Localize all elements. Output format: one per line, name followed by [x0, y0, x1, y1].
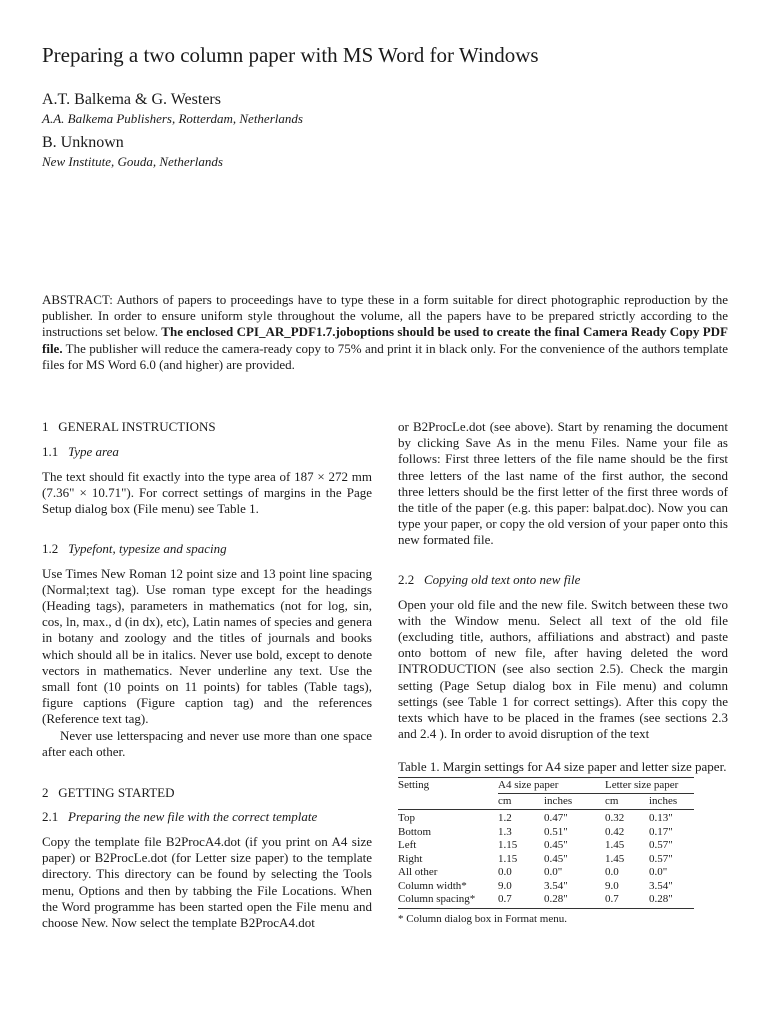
author-name: B. Unknown — [42, 134, 124, 151]
abstract-bold-text: The enclosed CPI_AR_PDF1.7.joboptions should be used to create the final Camera Ready Copy PDF file. — [42, 324, 729, 356]
paragraph: Open your old file and the new file. Switch between these two with the Window menu. Select all text of the old file (excluding title, authors, affiliations and abstract) and paste onto bottom of new file, after having deleted the word INTRODUCTION (see also section 2.5). Check the margin setting (Page Setup dialog box in File menu) and column settings (see Table 1 for correct settings). After this copy the texts which have to be placed in the frames (see sections 2.3 and 2.4 ). In order to avoid disruption of the text — [398, 596, 728, 742]
table-row: Bottom 1.3 0.51" 0.42 0.17" — [398, 825, 673, 838]
table-header-cell: inches — [544, 794, 573, 807]
paragraph: or B2ProcLe.dot (see above). Start by renaming the document by clicking Save As in the menu Files. Name your file as follows: First three letters of the file name should be the first three letters of the last name of the first author, the second three letters should be the first letter of the first three words of the title of the paper (e.g. this paper: balpat.doc). Now you can type your paper, or copy the old version of your paper onto this new formated file. — [398, 419, 728, 548]
author-block — [42, 90, 732, 176]
table-row: All other 0.0 0.0" 0.0 0.0" — [398, 866, 668, 879]
paragraph: Use Times New Roman 12 point size and 13 point line spacing (Normal;text tag). Use roman type except for the headings (Heading tags), parameters in mathematics (not for log, sin, cos, ln, max., d (in dx), etc), Latin names of species and genera in botany and zoology and the titles of journals and books which should all be in italics. Never use bold, except to denote vectors in mathematics. Never underline any text. Use the small font (10 points on 11 points) for tables (Table tags), figure captions (Figure caption tag) and the references (Reference text tag). — [42, 565, 372, 727]
table-units-row — [398, 793, 694, 810]
abstract-text: The publisher will reduce the camera-ready copy to 75% and print it in black only. For the convenience of the authors template files for MS Word 6.0 (and higher) are provided. — [42, 340, 728, 372]
table-row: Top 1.2 0.47" 0.32 0.13" — [398, 810, 694, 826]
table-header-cell: A4 size paper — [498, 778, 605, 794]
subsection-heading: 1.1 Type area — [42, 444, 119, 459]
paragraph: The text should fit exactly into the type area of 187 × 272 mm (7.36" × 10.71"). For correct settings of margins in the Page Setup dialog box (File menu) see Table 1. — [42, 469, 372, 517]
table-caption: Table 1. Margin settings for A4 size paper and letter size paper. — [398, 759, 727, 775]
subsection-heading: 1.2 Typefont, typesize and spacing — [42, 540, 227, 556]
abstract — [42, 292, 728, 373]
paragraph: Copy the template file B2ProcA4.dot (if you print on A4 size paper) or B2ProcLe.dot (for Letter size paper) to the template directory. This directory can be found by selecting the Tools menu, Options and then by tabbing the File Locations. When the Word programme has been started open the File menu and choose New. Now select the template B2ProcA4.dot — [42, 834, 372, 931]
left-column — [42, 419, 372, 931]
author-affiliation: New Institute, Gouda, Netherlands — [42, 154, 223, 169]
author-affiliation: A.A. Balkema Publishers, Rotterdam, Netherlands — [42, 111, 303, 126]
author-name: A.T. Balkema & G. Westers — [42, 91, 221, 108]
table-row: Right 1.15 0.45" 1.45 0.57" — [398, 852, 673, 865]
section-heading: 1 GENERAL INSTRUCTIONS — [42, 419, 216, 434]
table-header-cell: Letter size paper — [605, 778, 694, 794]
paper-title: Preparing a two column paper with MS Word for Windows — [42, 43, 539, 67]
paragraph: Never use letterspacing and never use more than one space after each other. — [42, 727, 372, 759]
abstract-text: ABSTRACT: Authors of papers to proceedings have to type these in a form suitable for direct photographic reproduction by the publisher. In order to ensure uniform style throughout the volume, all the papers have to be prepared strictly according to the instructions set below. — [42, 292, 728, 340]
table-header-cell: cm — [605, 794, 619, 807]
table-footnote: * Column dialog box in Format menu. — [398, 912, 567, 925]
table-header-cell: Setting — [398, 778, 498, 794]
table-row: Column spacing* 0.7 0.28" 0.7 0.28" — [398, 893, 694, 908]
table-row: Left 1.15 0.45" 1.45 0.57" — [398, 839, 673, 852]
section-heading: 2 GETTING STARTED — [42, 785, 175, 801]
table-header-row — [398, 778, 694, 794]
table-header-cell: cm — [498, 794, 512, 807]
right-column — [398, 419, 728, 926]
table-row: Column width* 9.0 3.54" 9.0 3.54" — [398, 879, 673, 892]
subsection-heading: 2.2 Copying old text onto new file — [398, 571, 581, 587]
subsection-heading: 2.1 Preparing the new file with the correct template — [42, 809, 318, 825]
margin-settings-table — [398, 777, 694, 909]
table-header-cell: inches — [649, 794, 678, 807]
